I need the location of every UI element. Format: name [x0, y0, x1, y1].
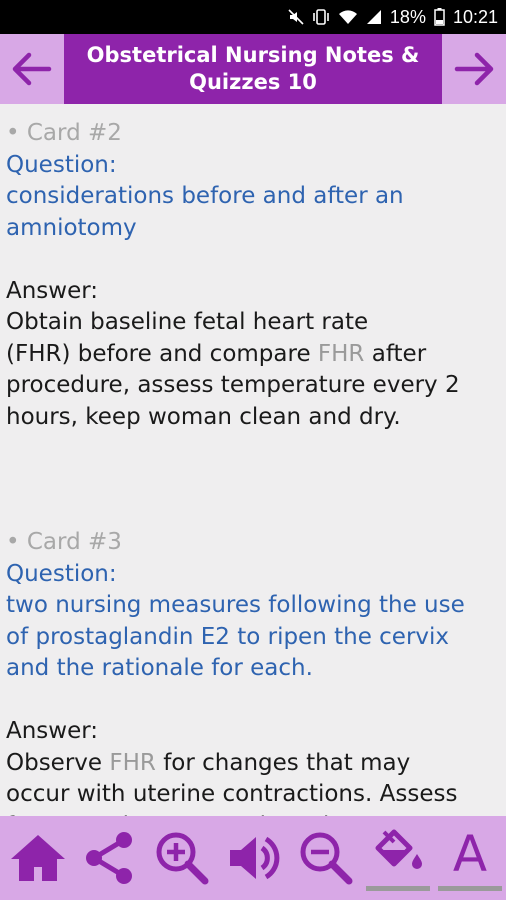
speak-button[interactable] [218, 816, 290, 900]
question-label: Question: [6, 560, 117, 587]
font-color-indicator [438, 886, 502, 891]
card-content[interactable] [0, 104, 506, 816]
paint-bucket-icon [370, 828, 426, 880]
arrow-left-icon [9, 47, 53, 91]
answer-text-line [6, 748, 500, 780]
answer-text-segment: (FHR) before and compare [6, 340, 318, 367]
clock: 10:21 [452, 6, 498, 27]
mute-icon [288, 9, 304, 25]
zoom-in-icon [154, 830, 210, 886]
vibrate-icon [312, 9, 330, 25]
speaker-icon [226, 830, 282, 886]
back-button[interactable] [0, 34, 62, 104]
answer-text-segment: after [364, 340, 427, 367]
answer-label: Answer: [6, 277, 99, 304]
fhr-term: FHR [317, 340, 365, 367]
answer-text-line: occur with uterine contractions. Assess [6, 781, 458, 807]
question-label: Question: [6, 151, 117, 178]
forward-button[interactable] [444, 34, 506, 104]
share-icon [82, 830, 138, 886]
battery-icon [434, 8, 445, 26]
font-icon: A [452, 825, 488, 883]
zoom-out-button[interactable] [290, 816, 362, 900]
answer-text-line: Obtain baseline fetal heart rate [6, 309, 369, 335]
title-bar [0, 34, 506, 104]
card-label: • Card #2 [6, 120, 122, 146]
question-text-line: two nursing measures following the use [6, 592, 465, 618]
background-color-button[interactable] [362, 816, 434, 900]
signal-icon [366, 9, 382, 25]
card-2 [6, 118, 500, 433]
battery-percent: 18% [389, 6, 426, 27]
question-text-line: and the rationale for each. [6, 655, 313, 681]
question-text-line: of prostaglandin E2 to ripen the cervix [6, 623, 450, 650]
question-text-line: considerations before and after an [6, 183, 404, 209]
zoom-out-icon [298, 830, 354, 886]
fhr-term: FHR [109, 749, 156, 776]
bottom-toolbar [0, 816, 506, 900]
font-button[interactable] [434, 816, 506, 900]
answer-text-segment: for changes that may [155, 749, 411, 776]
answer-label: Answer: [6, 718, 99, 744]
question-text-line: amniotomy [6, 214, 137, 241]
answer-text-line: procedure, assess temperature every 2 [6, 372, 460, 398]
wifi-icon [338, 9, 358, 25]
card-label: • Card #3 [6, 529, 122, 555]
color-indicator [366, 886, 430, 891]
arrow-right-icon [453, 47, 497, 91]
status-bar [0, 0, 506, 34]
zoom-in-button[interactable] [146, 816, 218, 900]
home-button[interactable] [2, 816, 74, 900]
answer-text-line: hours, keep woman clean and dry. [6, 403, 401, 430]
home-icon [9, 831, 67, 885]
answer-text-line [6, 339, 500, 371]
share-button[interactable] [74, 816, 146, 900]
answer-text-segment: Observe [6, 749, 110, 776]
card-3 [6, 527, 500, 842]
page-title: Obstetrical Nursing Notes & Quizzes 10 [64, 34, 442, 104]
